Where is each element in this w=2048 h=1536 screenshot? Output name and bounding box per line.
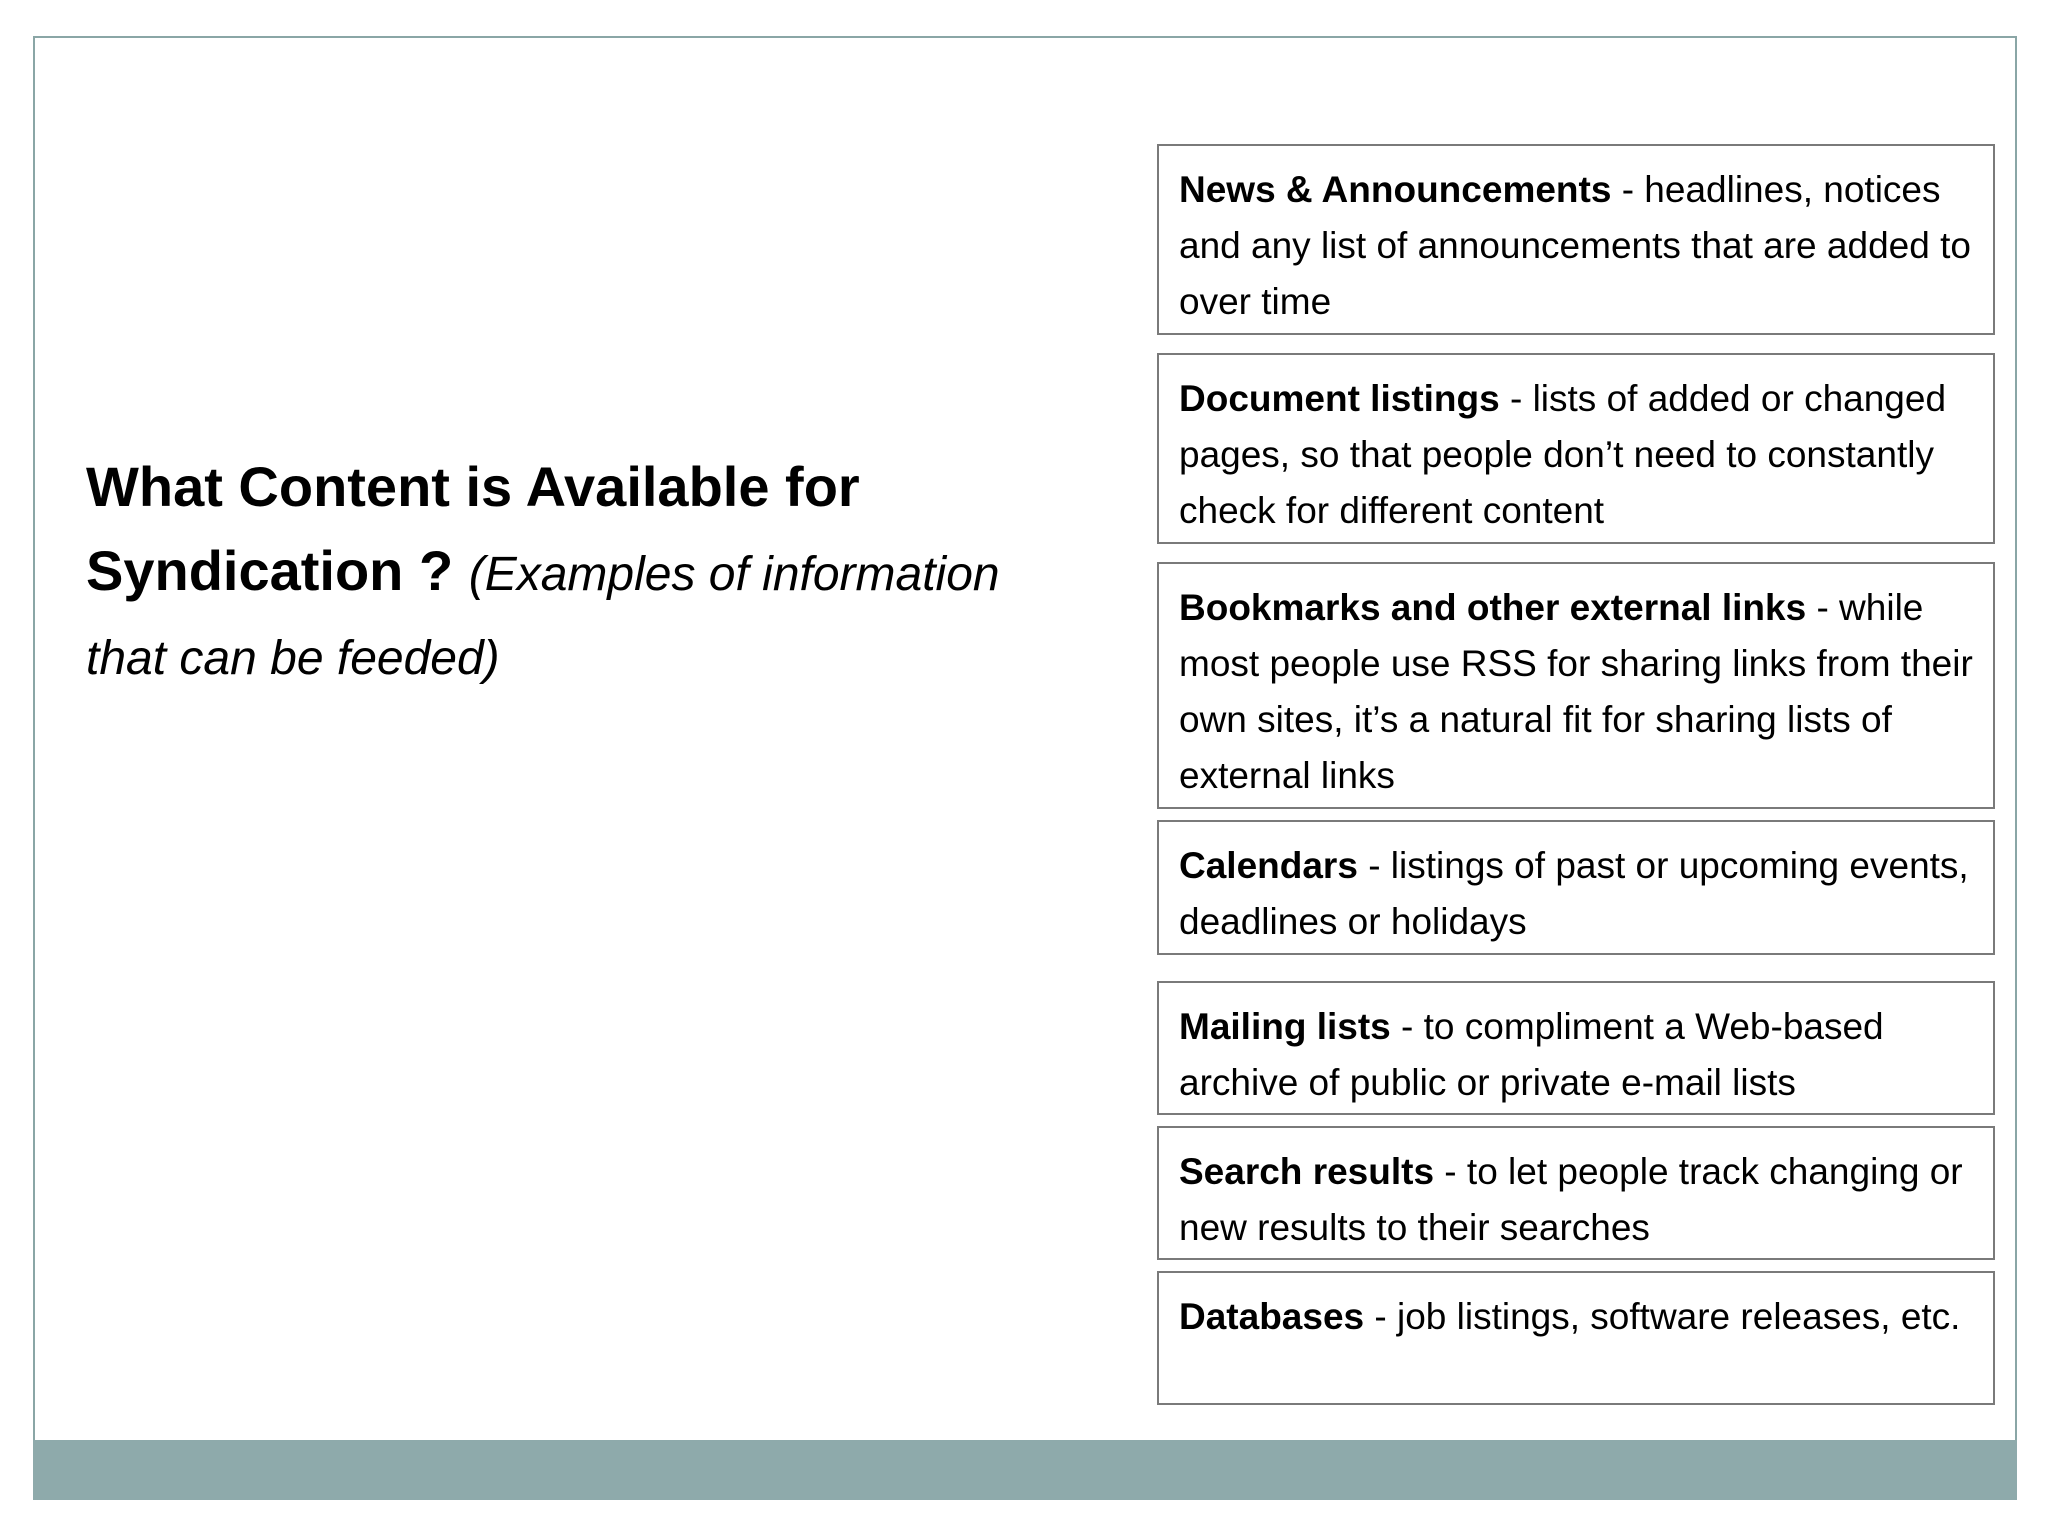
card-description: - lists of added or changed pages, so that people don’t need to constantly check for different content bbox=[1179, 378, 1947, 531]
card-description: - listings of past or upcoming events, deadlines or holidays bbox=[1179, 845, 1969, 942]
content-card-bookmarks bbox=[1157, 562, 1995, 809]
card-term: Mailing lists bbox=[1179, 1006, 1391, 1047]
card-description: - to let people track changing or new results to their searches bbox=[1179, 1151, 1963, 1248]
card-description: - job listings, software releases, etc. bbox=[1364, 1296, 1961, 1337]
card-term: Calendars bbox=[1179, 845, 1358, 886]
card-description: - headlines, notices and any list of announcements that are added to over time bbox=[1179, 169, 1971, 322]
card-term: Bookmarks and other external links bbox=[1179, 587, 1807, 628]
content-card-search-results bbox=[1157, 1126, 1995, 1260]
card-term: Search results bbox=[1179, 1151, 1435, 1192]
content-card-calendars bbox=[1157, 820, 1995, 955]
content-card-mailing-lists bbox=[1157, 981, 1995, 1115]
card-description: - while most people use RSS for sharing links from their own sites, it’s a natural fit for sharing lists of external links bbox=[1179, 587, 1973, 796]
content-card-document-listings bbox=[1157, 353, 1995, 544]
card-term: Databases bbox=[1179, 1296, 1365, 1337]
card-description: - to compliment a Web-based archive of public or private e-mail lists bbox=[1179, 1006, 1884, 1103]
content-card-databases bbox=[1157, 1271, 1995, 1405]
slide-subtitle: (Examples of information that can be feeded) bbox=[86, 548, 1000, 685]
content-card-news bbox=[1157, 144, 1995, 335]
slide-title: What Content is Available for Syndication ? bbox=[86, 455, 860, 602]
slide-title-block bbox=[86, 445, 1086, 697]
footer-bar bbox=[33, 1440, 2017, 1500]
card-term: News & Announcements bbox=[1179, 169, 1612, 210]
card-term: Document listings bbox=[1179, 378, 1500, 419]
